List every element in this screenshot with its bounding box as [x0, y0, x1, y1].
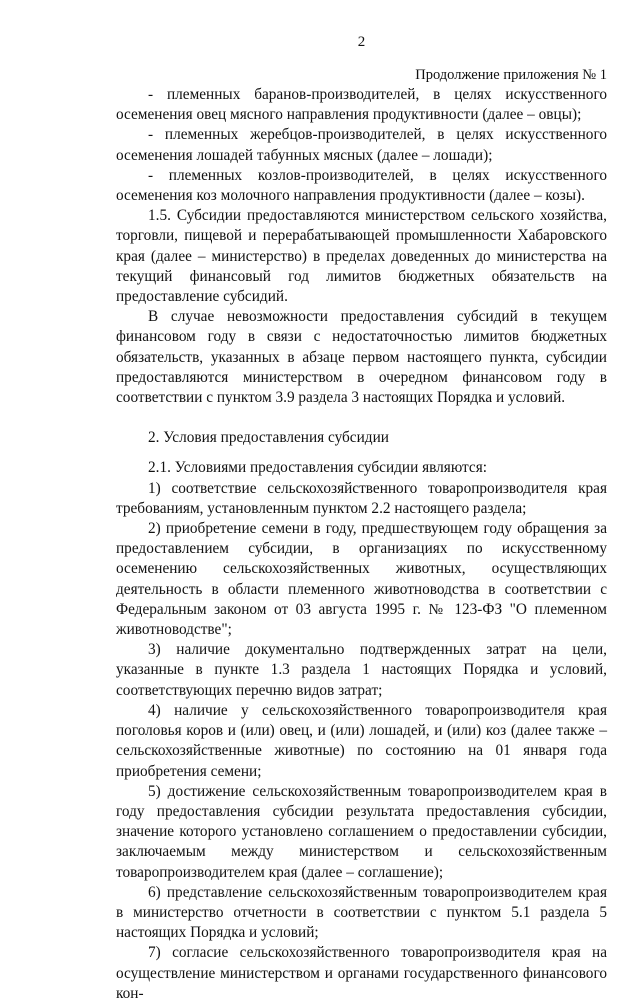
paragraph: В случае невозможности предоставления субсидий в текущем финансовом году в связи с недостаточностью лимитов бюджетных обязательств, указанных в абзаце первом настоящего пункта, субсидии предоставляются министерством в очередном финансовом году в соответствии с пунктом 3.9 раздела 3 настоящих Порядка и условий.	[116, 308, 607, 407]
paragraph: 2.1. Условиями предоставления субсидии являются:	[148, 459, 488, 477]
appendix-continuation-label: Продолжение приложения № 1	[415, 67, 607, 83]
paragraph: 1) соответствие сельскохозяйственного товаропроизводителя края требованиям, установленным пунктом 2.2 настоящего раздела;	[116, 479, 607, 517]
paragraph: 6) представление сельскохозяйственным товаропроизводителем края в министерство отчетности в соответствии с пунктом 5.1 раздела 5 настоящих Порядка и условий;	[116, 883, 607, 942]
paragraph: - племенных баранов-производителей, в целях искусственного осеменения овец мясного направления продуктивности (далее – овцы);	[116, 86, 607, 124]
paragraph: 3) наличие документально подтвержденных затрат на цели, указанные в пункте 1.3 раздела 1 настоящих Порядка и условий, соответствующих перечню видов затрат;	[116, 641, 607, 699]
paragraph: 1.5. Субсидии предоставляются министерством сельского хозяйства, торговли, пищевой и перерабатывающей промышленности Хабаровского края (далее – министерство) в пределах доведенных до министерства на текущий финансовый год лимитов бюджетных обязательств на предоставление субсидий.	[116, 207, 607, 306]
paragraph: - племенных жеребцов-производителей, в целях искусственного осеменения лошадей табунных мясных (далее – лошади);	[116, 126, 607, 164]
page-number: 2	[357, 34, 366, 50]
section-title: 2. Условия предоставления субсидии	[148, 429, 389, 447]
paragraph: 5) достижение сельскохозяйственным товаропроизводителем края в году предоставления субсидии результата предоставления субсидии, значение которого установлено соглашением о предоставлении субсидии, заключаемым между министерством и сельскохозяйственным товаропроизводителем края (далее – соглашение);	[116, 782, 607, 881]
paragraph: - племенных козлов-производителей, в целях искусственного осеменения коз молочного направления продуктивности (далее – козы).	[116, 166, 607, 205]
paragraph: 2) приобретение семени в году, предшествующем году обращения за предоставлением субсидии, в организациях по искусственному осеменению сельскохозяйственных животных, осуществляющих деятельность в области племенного животноводства в соответствии с Федеральным законом от 03 августа 1995 г. № 123-ФЗ "О племенном животноводстве";	[116, 520, 607, 639]
paragraph: 7) согласие сельскохозяйственного товаропроизводителя края на осуществление министерством и органами государственного финансового кон-	[116, 944, 607, 1002]
paragraph: 4) наличие у сельскохозяйственного товаропроизводителя края поголовья коров и (или) овец, и (или) лошадей, и (или) коз (далее также – сельскохозяйственные животные) по состоянию на 01 января года приобретения семени;	[116, 701, 607, 780]
document-body	[116, 85, 607, 1004]
